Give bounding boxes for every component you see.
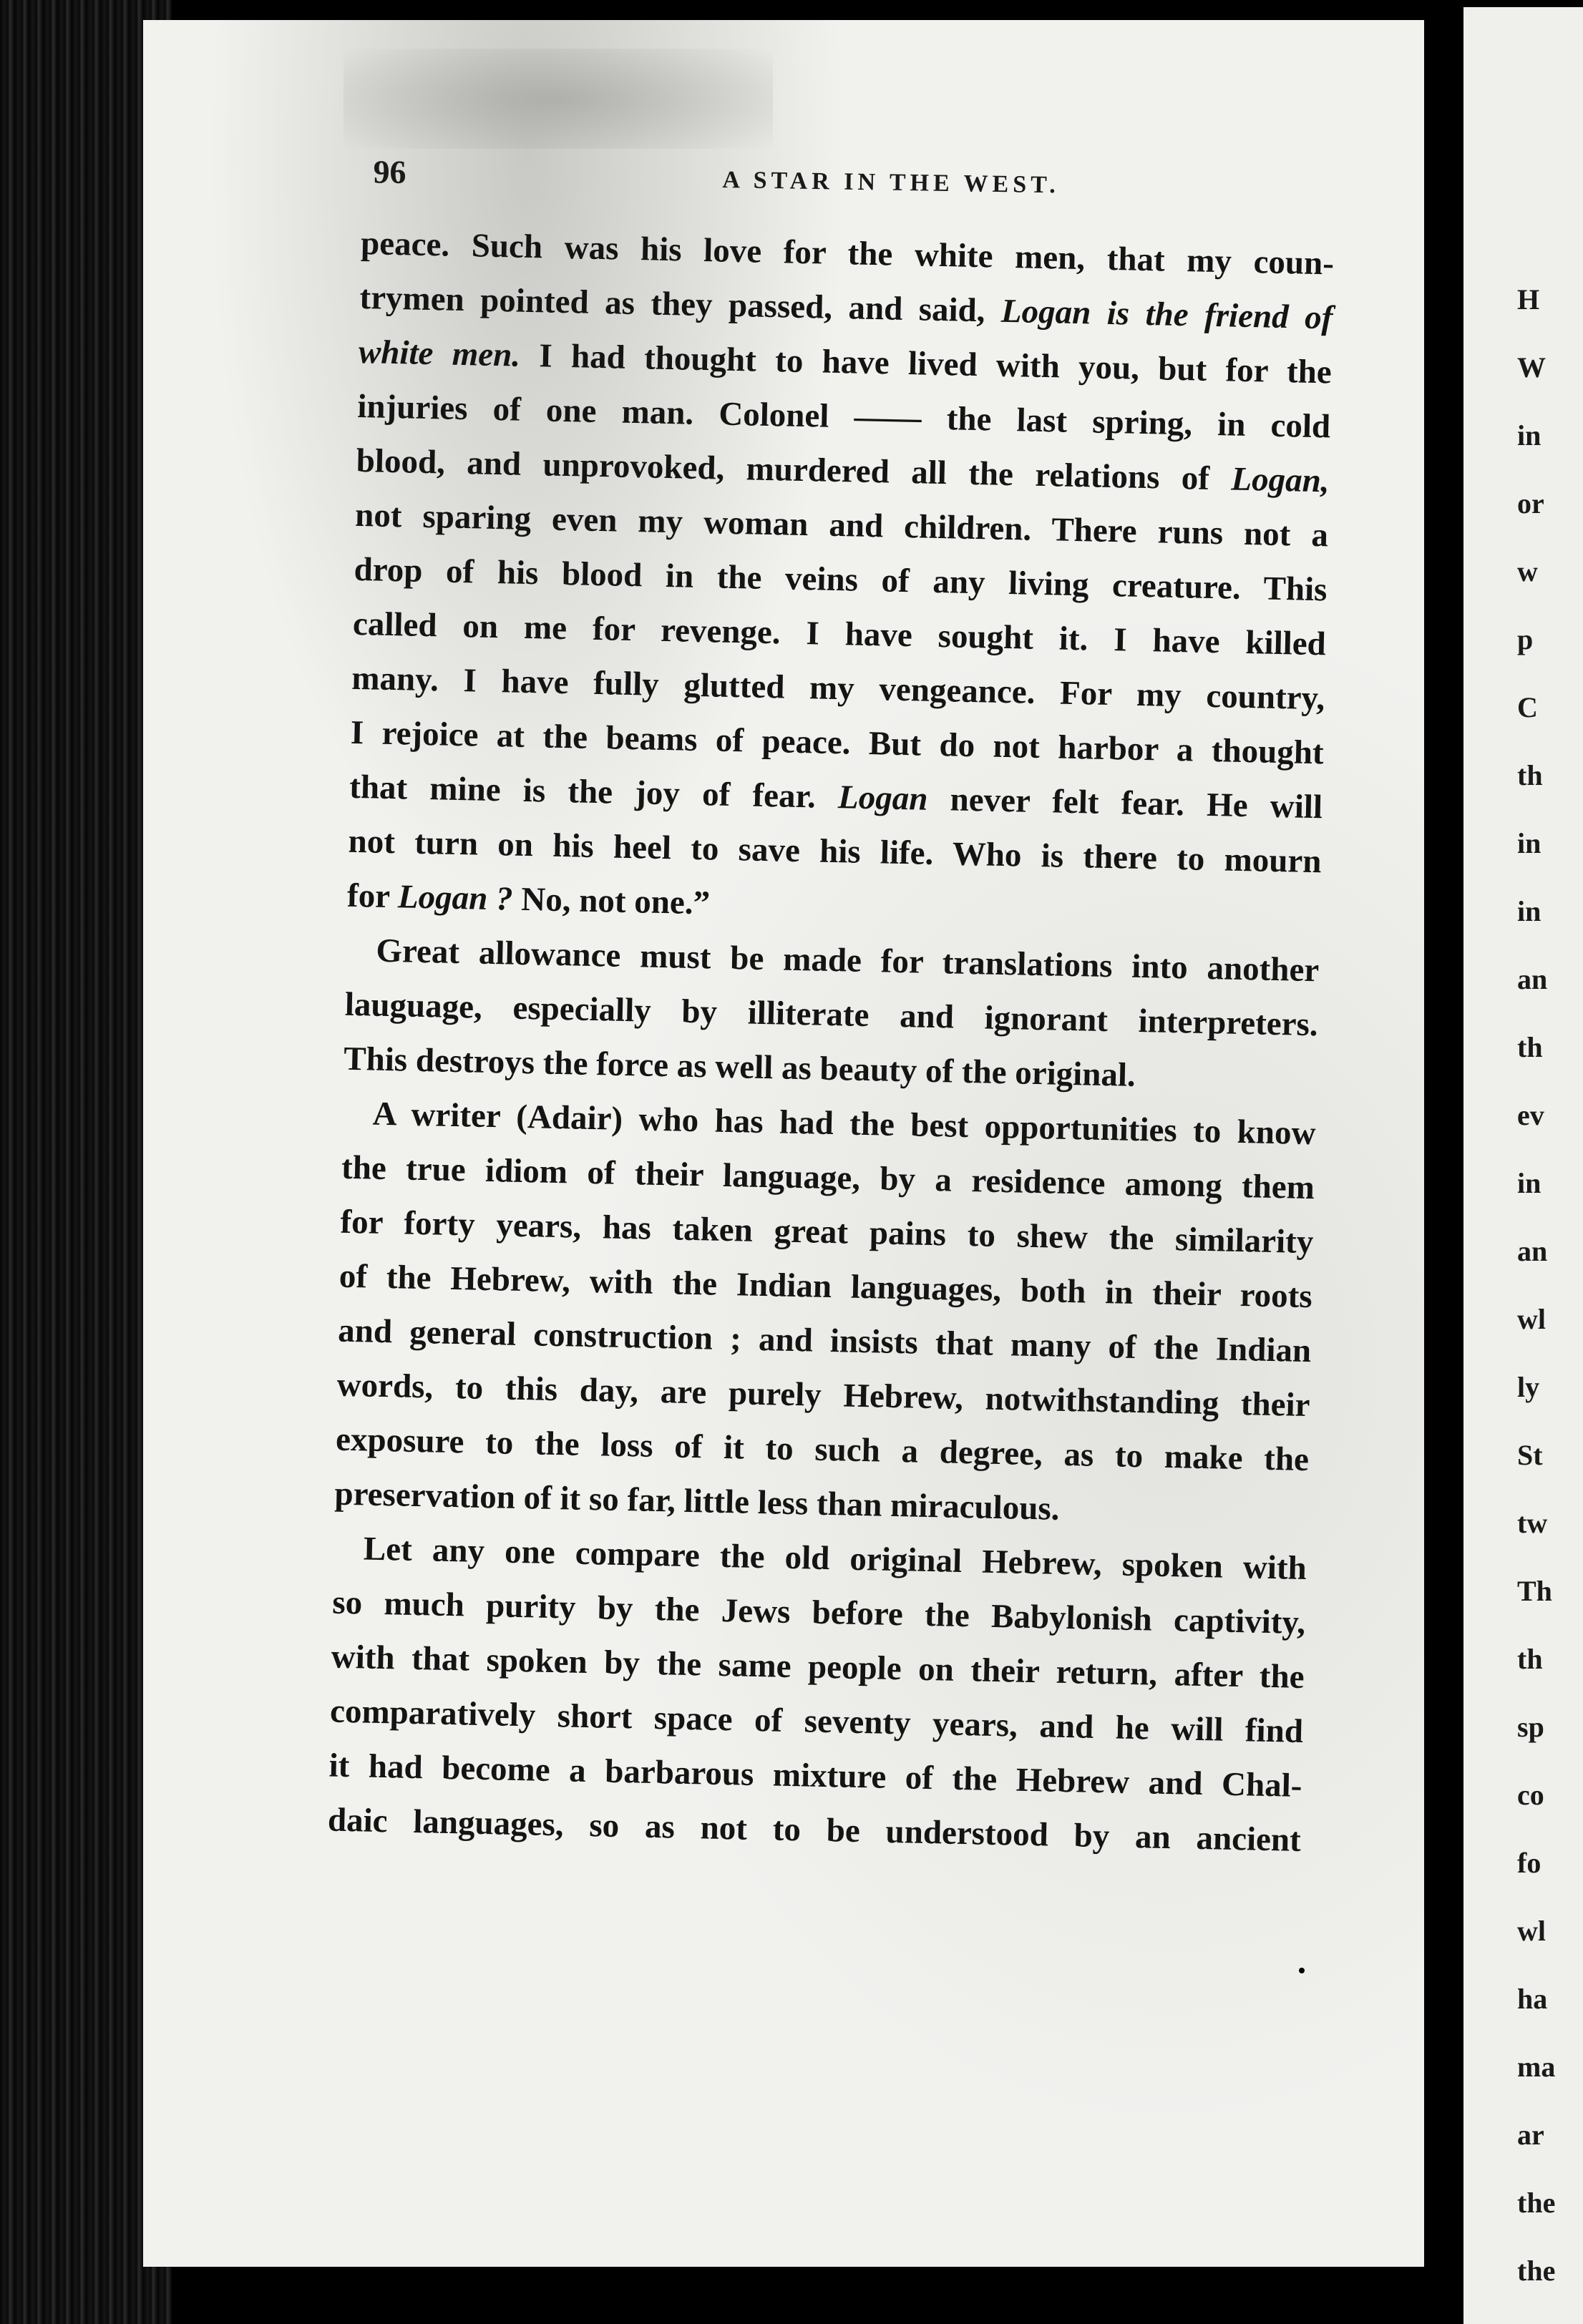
- facing-page-fragment: th: [1517, 1031, 1543, 1063]
- text-run: Let any one compare the old original Hebrew, spoken with: [363, 1530, 1307, 1588]
- italic-text: Logan: [837, 778, 928, 818]
- text-run: many. I have fully glutted my vengeance. For my country,: [351, 659, 1325, 718]
- text-run: never felt fear. He will: [927, 780, 1323, 826]
- facing-page-fragment: p: [1517, 623, 1534, 655]
- facing-page-fragment: ha: [1517, 1983, 1548, 2015]
- text-run: blood, and unprovoked, murdered all the relations of: [356, 441, 1232, 498]
- text-run: that mine is the joy of fear.: [349, 768, 839, 816]
- text-run: drop of his blood in the veins of any living creature. This: [354, 550, 1328, 609]
- ink-speck: [1299, 1968, 1305, 1973]
- text-run: words, to this day, are purely Hebrew, notwithstanding their: [336, 1366, 1311, 1425]
- facing-page-fragment: or: [1517, 487, 1544, 519]
- facing-page-fragment: St: [1517, 1439, 1543, 1471]
- text-run: I rejoice at the beams of peace. But do not harbor a thought: [350, 713, 1325, 772]
- facing-page-fragment: ma: [1517, 2051, 1556, 2083]
- text-run: with that spoken by the same people on their return, after the: [331, 1638, 1305, 1696]
- italic-text: Logan is the friend of: [1000, 292, 1333, 337]
- facing-page-fragment: w: [1517, 555, 1538, 587]
- body-text: [327, 216, 1334, 1868]
- facing-page-fragment: an: [1517, 963, 1548, 995]
- facing-page-fragment: Th: [1517, 1575, 1552, 1607]
- facing-page-fragment: tw: [1517, 1507, 1548, 1539]
- page-number: 96: [373, 153, 406, 191]
- text-run: peace. Such was his love for the white men, that my coun-: [360, 224, 1335, 283]
- facing-page-fragment: co: [1517, 1779, 1544, 1811]
- text-run: not sparing even my woman and children. There runs not a: [354, 496, 1329, 555]
- facing-page-fragment: in: [1517, 1167, 1541, 1199]
- text-run: No, not one.”: [512, 880, 711, 922]
- italic-text: Logan,: [1230, 460, 1330, 500]
- facing-page-fragment: wl: [1517, 1303, 1546, 1335]
- text-run: preservation of it so far, little less than miraculous.: [334, 1475, 1060, 1528]
- facing-page-fragment: H: [1517, 283, 1540, 316]
- text-run: for forty years, has taken great pains to shew the similarity: [340, 1203, 1314, 1261]
- text-run: Great allowance must be made for translations into another: [375, 932, 1320, 990]
- facing-page-fragment: the: [1517, 2187, 1556, 2219]
- text-run: exposure to the loss of it to such a degree, as to make the: [335, 1420, 1310, 1479]
- facing-page-fragment: th: [1517, 1643, 1543, 1675]
- facing-page-fragment: in: [1517, 827, 1541, 859]
- text-run: the true idiom of their language, by a residence among them: [341, 1148, 1315, 1207]
- facing-page-fragment: in: [1517, 895, 1541, 927]
- text-run: A writer (Adair) who has had the best opportunities to know: [372, 1095, 1316, 1153]
- facing-page-fragment: ly: [1517, 1371, 1540, 1403]
- text-run: so much purity by the Jews before the Babylonish captivity,: [331, 1583, 1306, 1642]
- facing-page-fragment: wl: [1517, 1915, 1546, 1947]
- text-run: and general construction ; and insists that many of the Indian: [337, 1312, 1312, 1370]
- text-run: of the Hebrew, with the Indian languages, both in their roots: [338, 1257, 1313, 1316]
- ink-speck: [1438, 1159, 1444, 1165]
- facing-page-fragment: fo: [1517, 1847, 1541, 1879]
- facing-page-fragment: in: [1517, 419, 1541, 451]
- facing-page-fragment: the: [1517, 2255, 1556, 2287]
- running-head: A STAR IN THE WEST.: [722, 166, 1061, 199]
- text-run: called on me for revenge. I have sought it. I have killed: [352, 605, 1327, 663]
- text-run: not turn on his heel to save his life. Who is there to mourn: [348, 822, 1322, 881]
- facing-page-fragment: th: [1517, 759, 1543, 791]
- text-run: This destroys the force as well as beauty of the original.: [343, 1040, 1136, 1094]
- facing-page-fragment: ev: [1517, 1099, 1544, 1131]
- text-run: lauguage, especially by illiterate and ignorant interpreters.: [344, 985, 1319, 1044]
- facing-page-fragment: C: [1517, 691, 1538, 723]
- text-run: trymen pointed as they passed, and said,: [359, 278, 1002, 330]
- text-run: injuries of one man. Colonel —— the last spring, in cold: [356, 387, 1331, 446]
- italic-text: white men.: [358, 333, 521, 374]
- facing-page-fragment: sp: [1517, 1711, 1544, 1743]
- page-smudge: [344, 49, 773, 149]
- text-run: for: [346, 877, 399, 916]
- facing-page-fragment: W: [1517, 351, 1546, 384]
- text-run: daic languages, so as not to be understood by an ancient: [327, 1801, 1302, 1859]
- italic-text: Logan ?: [397, 878, 514, 918]
- text-run: I had thought to have lived with you, but for the: [520, 336, 1333, 391]
- text-run: it had become a barbarous mixture of the Hebrew and Chal-: [328, 1747, 1302, 1805]
- facing-page-fragment: ar: [1517, 2119, 1544, 2151]
- text-run: comparatively short space of seventy years, and he will find: [329, 1692, 1304, 1751]
- facing-page-fragment: an: [1517, 1235, 1548, 1267]
